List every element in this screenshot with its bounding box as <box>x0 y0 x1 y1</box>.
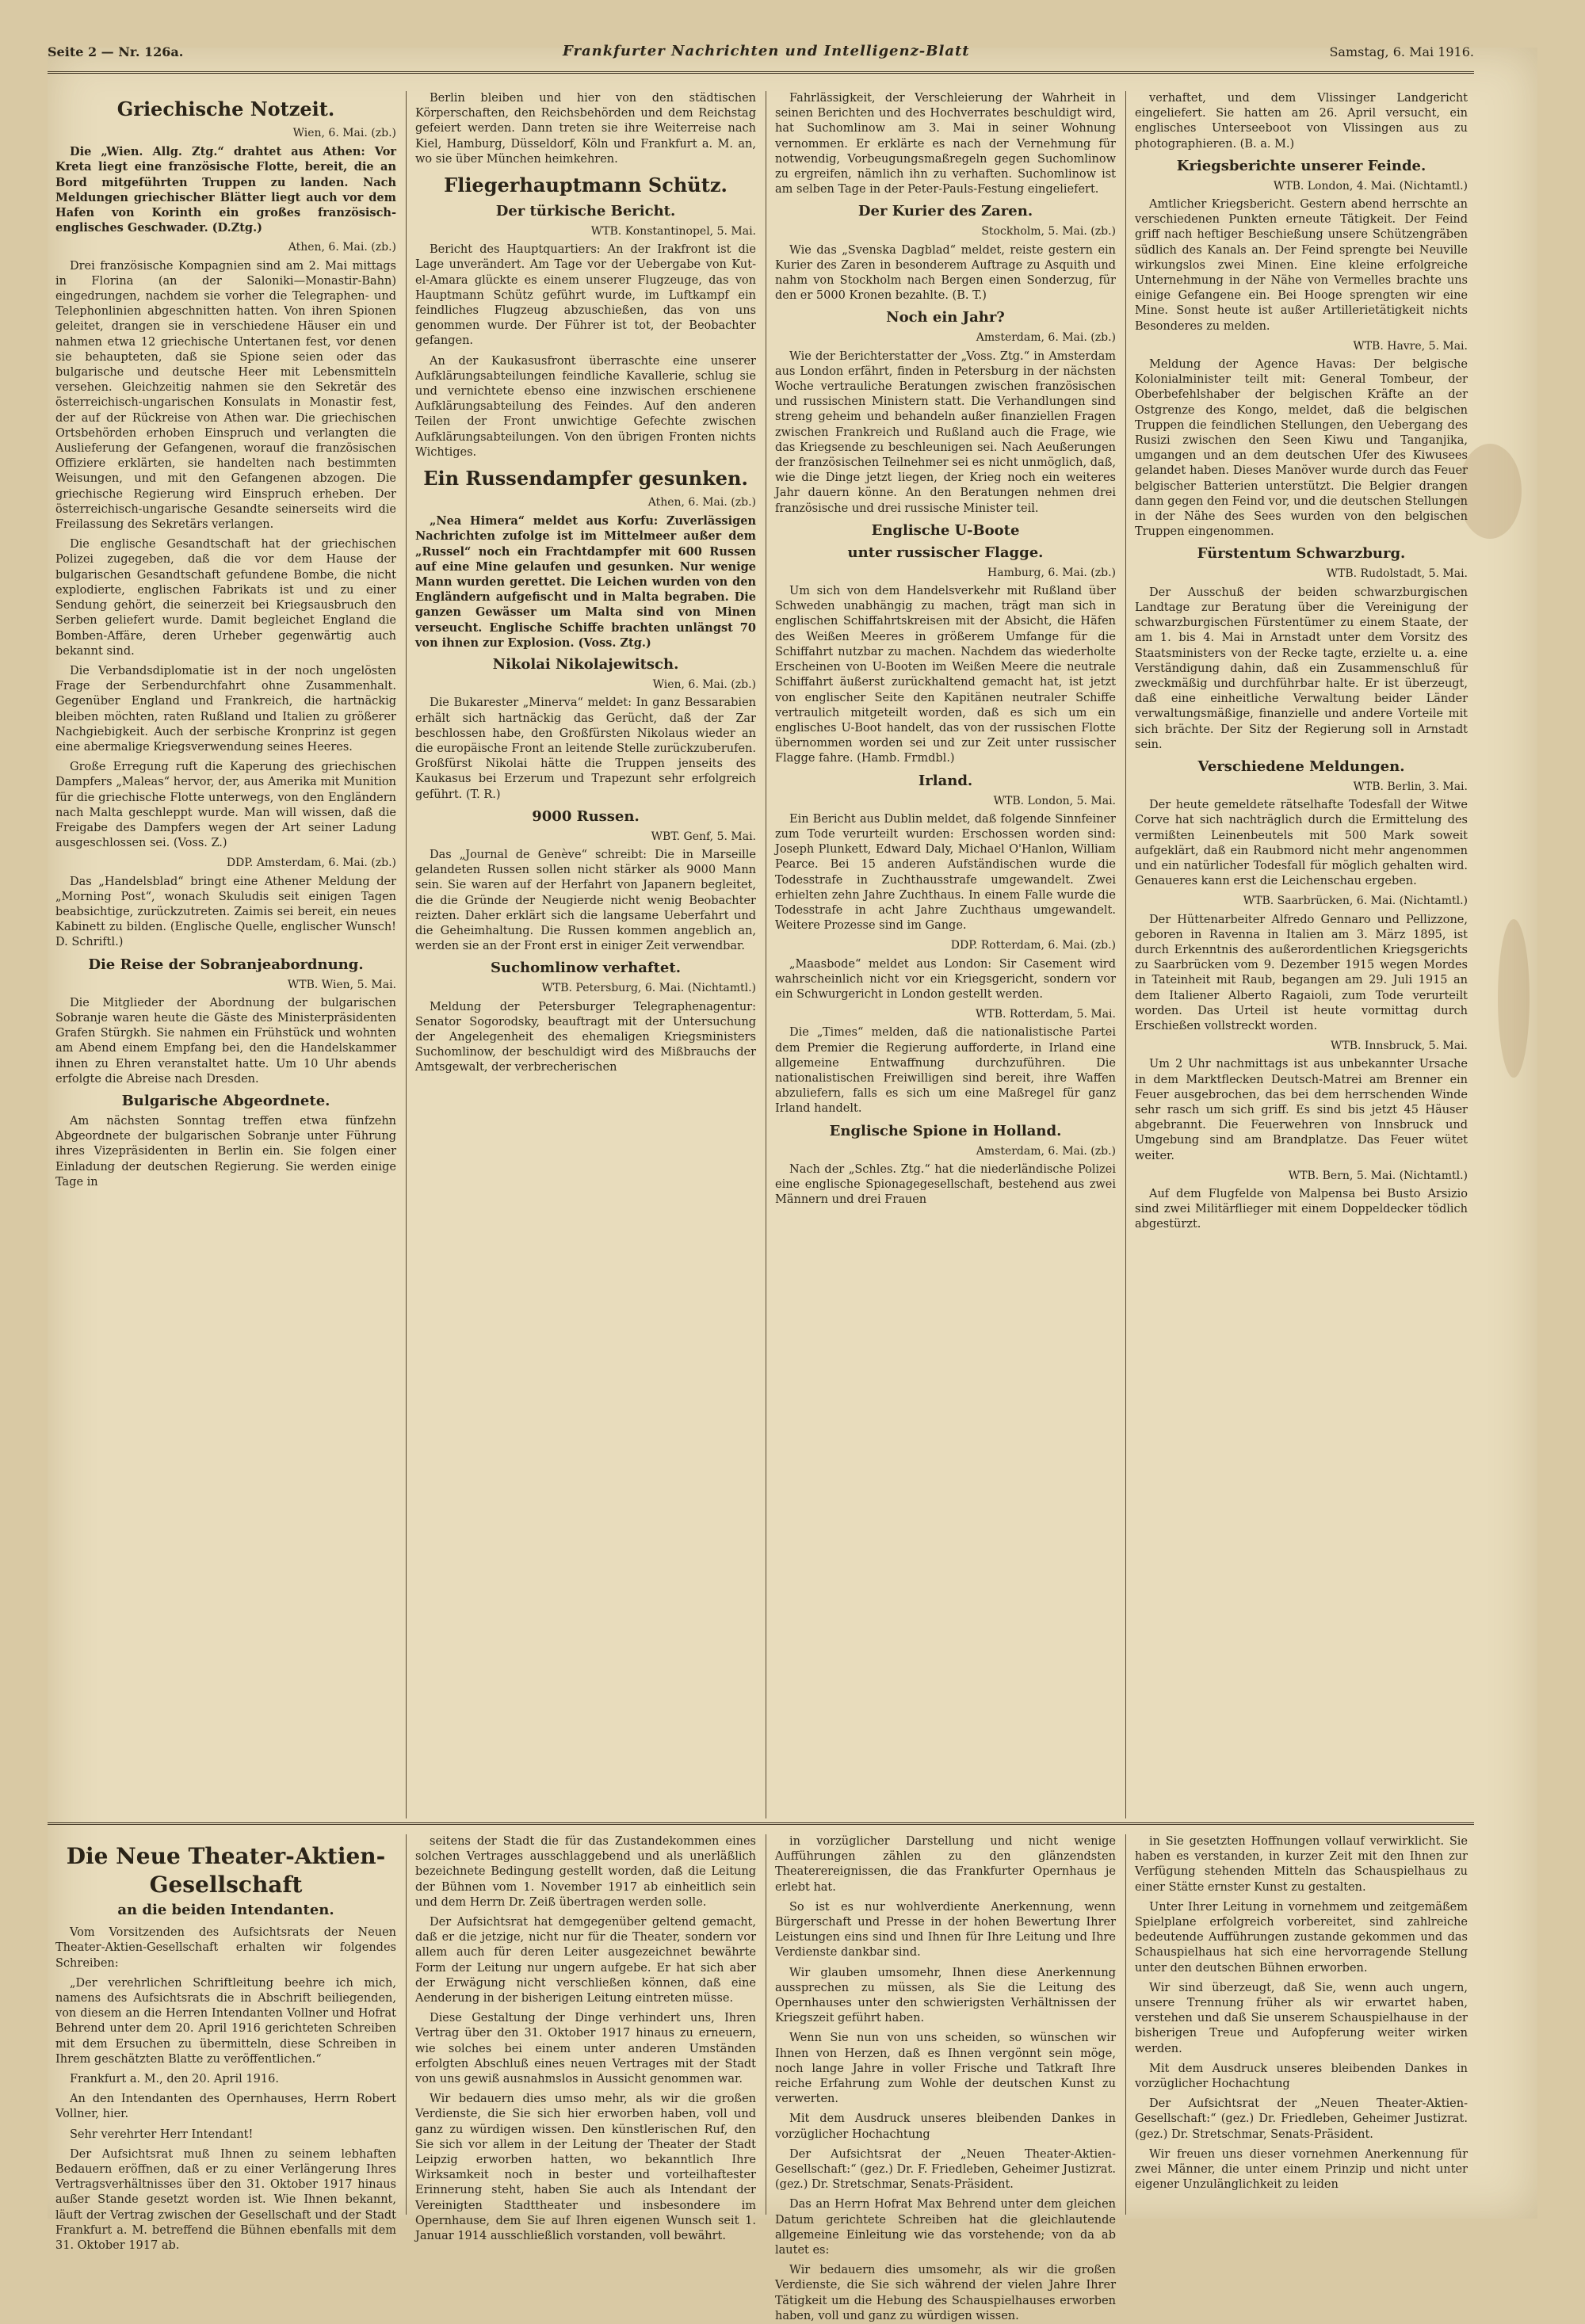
column-2 <box>415 91 756 1818</box>
dateline: DDP. Amsterdam, 6. Mai. (zb.) <box>226 857 396 870</box>
article-text: Um sich von dem Handelsverkehr mit Rußland über Schweden unabhängig zu machen, trägt man sich in englischen Schiffahrtskreisen mit der Absicht, die Häfen des Weißen Meeres in größerem Umfange für die Schiffahrt nutzbar zu machen. Nachdem das wiederholte Erscheinen von U-Booten im Weißen Meere die neutrale Schiffahrt äußerst zurückhaltend gemacht hat, ist jetzt von englischer Seite den Kapitänen neutraler Schiffe vertraulich mitgeteilt worden, daß es sich um ein englisches U-Boot handelt, das von der russischen Flotte übernommen worden sei und zur Zeit unter russischer Flagge fahre. (Hamb. Frmdbl.) <box>775 585 1116 765</box>
article-title: Bulgarische Abgeordnete. <box>121 1092 330 1109</box>
dateline: WTB. Innsbruck, 5. Mai. <box>1331 1040 1468 1053</box>
article-text: Am nächsten Sonntag treffen etwa fünfzehn Abgeordnete der bulgarischen Sobranje unter Führung ihres Vizepräsidenten in Berlin ein. Sie folgen einer Einladung der deutschen Regierung. Sie werden einige Tage in <box>55 1114 396 1189</box>
article-text: An den Intendanten des Opernhauses, Herrn Robert Vollner, hier. <box>55 2093 396 2121</box>
article-text: Auf dem Flugfelde von Malpensa bei Busto Arsizio sind zwei Militärflieger mit einem Doppeldecker tödlich abgestürzt. <box>1135 1188 1468 1231</box>
article-subtitle: unter russischer Flagge. <box>847 544 1044 561</box>
article-text: „Maasbode“ meldet aus London: Sir Casement wird wahrscheinlich nicht vor ein Kriegsgericht, sondern vor ein Schwurgericht in London gestellt werden. <box>775 957 1116 1001</box>
article-text: Die „Times“ melden, daß die nationalistische Partei dem Premier die Regierung aufforderte, in Irland eine allgemeine Entwaffnung durchzuführen. Die nationalistischen Freiwilligen sind bereit, ihre Waffen abzuliefern, falls es sich um eine Maßregel für ganz Irland handelt. <box>775 1026 1116 1116</box>
dateline: WTB. Wien, 5. Mai. <box>287 978 396 991</box>
article-text: in Sie gesetzten Hoffnungen vollauf verwirklicht. Sie haben es verstanden, in kurzer Zeit mit den Ihnen zur Verfügung stehenden Mitteln das Schauspielhaus zu einer Stätte ernster Kunst zu gestalten. <box>1135 1835 1468 1894</box>
dateline: WTB. Petersburg, 6. Mai. (Nichtamtl.) <box>541 982 756 995</box>
article-text: Ein Bericht aus Dublin meldet, daß folgende Sinnfeiner zum Tode verurteilt wurden: Erschossen worden sind: Joseph Plunkett, Edward Daly, Michael O'Hanlon, William Pearce. Bei 15 anderen Aufständischen wurde die Todesstrafe in Zuchthausstrafe umgewandelt. Zwei erhielten zehn Jahre Zuchthaus. In einem Falle wurde die Todesstrafe in acht Jahre Zuchthaus umgewandelt. Weitere Prozesse sind im Gange. <box>775 812 1116 933</box>
article-text: Wir bedauern dies umsomehr, als wir die großen Verdienste, die Sie sich während der vielen Jahre Ihrer Tätigkeit um die Hebung des Schauspielhauses erworben haben, voll und ganz zu würdigen wissen. <box>775 2264 1116 2322</box>
column-divider <box>1125 91 1126 1818</box>
article-text: Wir glauben umsomehr, Ihnen diese Anerkennung aussprechen zu müssen, als Sie die Leitung des Opernhauses unter den schwierigsten Verhältnissen der Kriegszeit geführt haben. <box>775 1966 1116 2025</box>
dateline: Wien, 6. Mai. (zb.) <box>292 127 396 139</box>
article-text: Berlin bleiben und hier von den städtischen Körperschaften, den Reichsbehörden und dem Reichstag gefeiert werden. Dann treten sie ihre Weiterreise nach Kiel, Hamburg, Düsseldorf, Köln und Frankfurt a. M. an, wo sie über München heimkehren. <box>415 92 756 166</box>
lower-column-1 <box>55 1834 396 2253</box>
article-text: Das an Herrn Hofrat Max Behrend unter dem gleichen Datum gerichtete Schreiben hat die gleichlautende allgemeine Einleitung wie das vorstehende; von da ab lautet es: <box>775 2198 1116 2257</box>
dateline: WTB. Konstantinopel, 5. Mai. <box>590 225 756 239</box>
dateline: WTB. Havre, 5. Mai. <box>1353 339 1468 353</box>
article-text: seitens der Stadt die für das Zustandekommen eines solchen Vertrages ausschlaggebend und als unerläßlich bezeichnete Bedingung gestellt worden, daß die Leitung der Bühnen vom 1. November 1917 ab einheitlich sein und dem Herrn Dr. Zeiß übertragen werden solle. <box>415 1835 756 1909</box>
dateline: WTB. Berlin, 3. Mai. <box>1353 780 1468 793</box>
dateline: Amsterdam, 6. Mai. (zb.) <box>976 1144 1116 1158</box>
article-text: Wie das „Svenska Dagblad“ meldet, reiste gestern ein Kurier des Zaren in besonderem Auftrage zu Asquith und nahm von Stockholm nach Bergen einen Sonderzug, für den er 5000 Kronen bezahlte. (B. T.) <box>775 243 1116 303</box>
article-text: Mit dem Ausdruck unseres bleibenden Dankes in vorzüglicher Hochachtung <box>775 2112 1116 2141</box>
paper-stain <box>1458 444 1522 539</box>
article-text: Um 2 Uhr nachmittags ist aus unbekannter Ursache in dem Marktflecken Deutsch-Matrei am Brenner ein Feuer ausgebrochen, das bei dem herrschenden Winde sehr rasch um sich griff. Es sind bis jetzt 45 Häuser abgebrannt. Die Feuerwehren von Innsbruck und Umgebung sind am Brandplatze. Das Feuer wütet weiter. <box>1135 1058 1468 1162</box>
dateline: WTB. Rudolstadt, 5. Mai. <box>1326 567 1468 581</box>
column-1 <box>55 91 396 1818</box>
article-text: „Nea Himera“ meldet aus Korfu: Zuverlässigen Nachrichten zufolge ist im Mittelmeer außer dem „Russel“ noch ein Frachtdampfer mit 600 Russen auf eine Mine gelaufen und gesunken. Nur wenige Mann wurden gerettet. Die Leichen wurden von den Engländern aufgefischt und in Malta begraben. Die ganzen Gewässer um Malta sind von Minen verseucht. Englische Schiffe brachten unlängst 70 von ihnen zur Explosion. (Voss. Ztg.) <box>415 514 756 650</box>
article-title: Noch ein Jahr? <box>886 309 1005 326</box>
article-text: „Der verehrlichen Schriftleitung beehre ich mich, namens des Aufsichtsrats die in Abschrift beiliegenden, von diesem an die Herren Intendanten Vollner und Hofrat Behrend unter dem 20. April 1916 gerichteten Schreiben mit dem Ersuchen zu übermitteln, diese Schreiben in Ihrem geschätzten Blatte zu veröffentlichen.“ <box>55 1976 396 2066</box>
article-text: An der Kaukasusfront überraschte eine unserer Aufklärungsabteilungen feindliche Kavallerie, schlug sie und vernichtete ebenso eine inzwischen erschienene Aufklärungsabteilung des Feindes. Auf den anderen Teilen der Front unwichtige Gefechte zwischen Aufklärungsabteilungen. Von den übrigen Fronten nichts Wichtiges. <box>415 354 756 459</box>
article-title: Fürstentum Schwarzburg. <box>1197 545 1406 563</box>
article-text: Die Verbandsdiplomatie ist in der noch ungelösten Frage der Serbendurchfahrt ohne Zusammenhalt. Gegenüber England und Frankreich, die hartnäckig bleiben möchten, raten Rußland und Italien zu größerer Nachgiebigkeit. Auch der serbische Kronprinz ist gegen eine abermalige Kriegsverwendung seines Heeres. <box>55 664 396 754</box>
article-subtitle: an die beiden Intendanten. <box>117 1902 334 1918</box>
dateline: WBT. Genf, 5. Mai. <box>651 830 756 843</box>
column-divider <box>1125 1834 1126 2215</box>
article-text: Mit dem Ausdruck unseres bleibenden Dankes in vorzüglicher Hochachtung <box>1135 2062 1468 2091</box>
article-text: Der Hüttenarbeiter Alfredo Gennaro und Pellizzone, geboren in Ravenna in Italien am 3. März 1895, ist durch Erkenntnis des außerordentlichen Kriegsgerichts zu Saarbrücken vom 9. Dezember 1915 wegen Mordes in Tateinheit mit Raub, begangen am 29. Juli 1915 an dem Italiener Alberto Ragaioli, zum Tode verurteilt worden. Das Urteil ist heute vormittag durch Erschießen vollstreckt worden. <box>1135 913 1468 1032</box>
article-text: Wenn Sie nun von uns scheiden, so wünschen wir Ihnen von Herzen, daß es Ihnen vergönnt sein möge, noch lange Jahre in voller Frische und Tatkraft Ihre reiche Erfahrung zum Wohle der deutschen Kunst zu verwerten. <box>775 2032 1116 2106</box>
article-title: Englische U-Boote <box>871 521 1020 539</box>
issue-date: Samstag, 6. Mai 1916. <box>1329 44 1474 59</box>
dateline: Amsterdam, 6. Mai. (zb.) <box>976 331 1116 345</box>
paper-stain <box>1498 919 1530 1078</box>
article-text: Frankfurt a. M., den 20. April 1916. <box>70 2073 279 2086</box>
dateline: DDP. Rotterdam, 6. Mai. (zb.) <box>950 939 1116 952</box>
dateline: WTB. Rotterdam, 5. Mai. <box>975 1008 1116 1021</box>
article-title: Englische Spione in Holland. <box>829 1122 1062 1139</box>
article-text: Die Bukarester „Minerva“ meldet: In ganz Bessarabien erhält sich hartnäckig das Gerücht, daß der Zar beschlossen habe, den Großfürsten Nikolaus wieder an die europäische Front an leitende Stelle zurückzuberufen. Großfürst Nikolai hätte die Truppen jenseits des Kaukasus bei Erzerum und Trapezunt sehr erfolgreich geführt. (T. R.) <box>415 696 756 801</box>
article-text: Die „Wien. Allg. Ztg.“ drahtet aus Athen: Vor Kreta liegt eine französische Flotte, bereit, die an Bord mitgeführten Truppen zu landen. Nach Meldungen griechischer Blätter liegt auch vor dem Hafen von Korinth ein großes französisch-englisches Geschwader. (D.Ztg.) <box>55 145 396 235</box>
article-text: Wir sind überzeugt, daß Sie, wenn auch ungern, unsere Trennung früher als wir erwartet haben, verstehen und daß Sie unserem Schauspielhause in der bisherigen Treue und Aufopferung weiter wirken werden. <box>1135 1981 1468 2055</box>
dateline: Athen, 6. Mai. (zb.) <box>647 496 756 509</box>
article-text: Der heute gemeldete rätselhafte Todesfall der Witwe Corve hat sich nachträglich durch die Ermittelung des vermißten Leinenbeutels mit 500 Mark soweit aufgeklärt, daß ein Raubmord nicht mehr angenommen und ein natürlicher Todesfall für möglich gehalten wird. Genaueres kann erst die Leichenschau ergeben. <box>1135 799 1468 888</box>
dateline: Wien, 6. Mai. (zb.) <box>652 678 756 692</box>
article-text: Drei französische Kompagnien sind am 2. Mai mittags in Florina (an der Saloniki—Monastir-Bahn) eingedrungen, nachdem sie vorher die Telegraphen- und Telephonlinien abgeschnitten hatten. Von ihren Spionen geleitet, drangen sie in verschiedene Häuser ein und nahmen etwa 12 griechische Untertanen fest, vor denen sie behaupteten, daß sie Spione seien oder das bulgarische und deutsche Heer mit Lebensmitteln versehen. Gleichzeitig nahmen sie den Sekretär des österreichisch-ungarischen Konsulats in Monastir fest, der auf der Rückreise von Athen war. Die griechischen Ortsbehörden erhoben Einspruch und verlangten die Auslieferung der Gefangenen, worauf die französischen Offiziere erklärten, sie handelten nach bestimmten Weisungen, und mit den Gefangenen abzogen. Die griechische Regierung wird Einspruch erheben. Der österreichisch-ungarische Gesandte seinerseits wird die Freilassung des Sekretärs verlangen. <box>55 259 396 532</box>
article-title: Irland. <box>918 772 973 789</box>
article-text: Diese Gestaltung der Dinge verhindert uns, Ihren Vertrag über den 31. Oktober 1917 hinaus zu erneuern, wie solches bei einem unter anderen Umständen erfolgten Abschluß eines neuen Vertrages mit der Stadt von uns gewiß ausnahmslos in Aussicht genommen war. <box>415 2012 756 2086</box>
article-text: Fahrlässigkeit, der Verschleierung der Wahrheit in seinen Berichten und des Hochverrates beschuldigt wird, hat Suchomlinow am 3. Mai in seiner Wohnung vernommen. Er erklärte es nach der Vernehmung für notwendig, Vorbeugungsmaßregeln gegen Suchomlinow zu ergreifen, nämlich ihn zu verhaften. Suchomlinow ist am selben Tage in der Peter-Pauls-Festung eingeliefert. <box>775 92 1116 197</box>
article-title: Fliegerhauptmann Schütz. <box>444 174 728 197</box>
article-text: Wie der Berichterstatter der „Voss. Ztg.“ in Amsterdam aus London erfährt, finden in Petersburg in der nächsten Woche vertrauliche Beratungen zwischen französischen und russischen Ministern statt. Die Verhandlungen sind streng geheim und behandeln außer finanziellen Fragen zwischen Frankreich und Rußland auch die Frage, wie das Kriegsende zu beschleunigen sei. Nach Aeußerungen der französischen Teilnehmer sei es nicht unmöglich, daß, wie die Dinge jetzt liegen, der Krieg noch ein weiteres Jahr dauern könne. An den Beratungen nehmen drei französische und drei russische Minister teil. <box>775 349 1116 515</box>
article-text: Vom Vorsitzenden des Aufsichtsrats der Neuen Theater-Aktien-Gesellschaft erhalten wir folgendes Schreiben: <box>55 1926 396 1970</box>
lower-column-3 <box>775 1834 1116 2322</box>
article-text: Der Ausschuß der beiden schwarzburgischen Landtage zur Beratung über die Vereinigung der schwarzburgischen Fürstentümer zu einem Staate, der am 1. bis 4. Mai in Arnstadt unter dem Vorsitz des Staatsministers von der Recke tagte, erzielte u. a. eine Verständigung dahin, daß ein Zusammenschluß für zweckmäßig und durchführbar halte. Er ist überzeugt, daß eine einheitliche Verwaltung beider Länder verwaltungsmäßige, finanzielle und andere Vorteile mit sich brächte. Der Sitz der Regierung soll in Arnstadt sein. <box>1135 586 1468 751</box>
article-subtitle: Der türkische Bericht. <box>495 203 676 220</box>
masthead: Frankfurter Nachrichten und Intelligenz-Blatt <box>563 43 970 59</box>
dateline: WTB. London, 4. Mai. (Nichtamtl.) <box>1273 179 1468 193</box>
article-text: So ist es nur wohlverdiente Anerkennung, wenn Bürgerschaft und Presse in der hohen Bewertung Ihrer Leistungen eins sind und Ihnen für Ihre Leitung und Ihre Verdienste dankbar sind. <box>775 1900 1116 1960</box>
dateline: Stockholm, 5. Mai. (zb.) <box>981 225 1116 239</box>
article-text: Der Aufsichtsrat muß Ihnen zu seinem lebhaften Bedauern eröffnen, daß er zu einer Verlängerung Ihres Vertragsverhältnisses über den 31. Oktober 1917 hinaus außer Stande gesetzt worden ist. Wie Ihnen bekannt, läuft der Vertrag zwischen der Gesellschaft und der Stadt Frankfurt a. M. betreffend die Bühnen ebenfalls mit dem 31. Oktober 1917 ab. <box>55 2147 396 2253</box>
article-text: Das „Handelsblad“ bringt eine Athener Meldung der „Morning Post“, wonach Skuludis seit einigen Tagen beabsichtige, zurückzutreten. Zaimis sei bereit, ein neues Kabinett zu bilden. (Englische Quelle, englischer Wunsch! D. Schriftl.) <box>55 875 396 949</box>
article-text: Große Erregung ruft die Kaperung des griechischen Dampfers „Maleas“ hervor, der, aus Amerika mit Munition für die griechische Flotte unterwegs, von den Engländern nach Malta geschleppt wurde. Man will wissen, daß die Freigabe des Dampfers wegen der Art seiner Ladung ausgeschlossen sei. (Voss. Z.) <box>55 761 396 850</box>
article-text: Sehr verehrter Herr Intendant! <box>70 2127 254 2141</box>
article-title: Griechische Notzeit. <box>116 97 335 120</box>
article-text: Bericht des Hauptquartiers: An der Irakfront ist die Lage unverändert. Am Tage vor der Uebergabe von Kut-el-Amara glückte es einem unserer Flugzeuge, das von Hauptmann Schütz geführt wurde, im Luftkampf ein feindliches Flugzeug abzuschießen, das von uns genommen wurde. Der Führer ist tot, der Beobachter gefangen. <box>415 243 756 348</box>
column-4 <box>1135 91 1468 1818</box>
lower-column-2 <box>415 1834 756 2243</box>
lower-column-4 <box>1135 1834 1468 2215</box>
article-text: Die Mitglieder der Abordnung der bulgarischen Sobranje waren heute die Gäste des Ministerpräsidenten Grafen Stürgkh. Sie nahmen ein Frühstück und wohnten am Abend einem Empfang bei, den die Handelskammer ihnen zu Ehren veranstaltet hatte. Um 10 Uhr abends erfolgte die Abreise nach Dresden. <box>55 996 396 1086</box>
article-text: Das „Journal de Genève“ schreibt: Die in Marseille gelandeten Russen sollen nicht stärker als 9000 Mann sein. Sie waren auf der Herfahrt von Japanern begleitet, die die Gründe der Neugierde nicht wenig Beobachter reizten. Daher erklärt sich die langsame Ueberfahrt und die Geheimhaltung. Die Russen kommen angeblich an, werden sie an der Front erst in einiger Zeit verwendbar. <box>415 848 756 953</box>
article-title: Verschiedene Meldungen. <box>1197 757 1405 775</box>
column-3 <box>775 91 1116 1818</box>
article-title: Suchomlinow verhaftet. <box>491 960 681 977</box>
article-title: 9000 Russen. <box>532 807 640 825</box>
column-divider <box>406 1834 407 2215</box>
article-text: in vorzüglicher Darstellung und nicht wenige Aufführungen zählen zu den glänzendsten Theaterereignissen, die das Frankfurter Opernhaus je erlebt hat. <box>775 1835 1116 1894</box>
page-number: Seite 2 — Nr. 126a. <box>48 44 184 59</box>
article-title: Kriegsberichte unserer Feinde. <box>1176 157 1426 174</box>
article-text: Meldung der Petersburger Telegraphenagentur: Senator Sogorodsky, beauftragt mit der Untersuchung der Angelegenheit des ehemaligen Kriegsministers Suchomlinow, der beschuldigt wird des Mißbrauchs der Amtsgewalt, der verbrecherischen <box>415 1000 756 1074</box>
article-text: Der Aufsichtsrat der „Neuen Theater-Aktien-Gesellschaft:“ (gez.) Dr. F. Friedleben, Geheimer Justizrat. (gez.) Dr. Stretschmar, Senats-Präsident. <box>775 2147 1116 2192</box>
article-text: Die englische Gesandtschaft hat der griechischen Polizei zugegeben, daß die vor dem Hause der bulgarischen Gesandtschaft gefundene Bombe, die nicht explodierte, englischen Fabrikats ist und zu einer Sendung gehört, die seinerzeit bei Kriegsausbruch den Serben geliefert wurde. Damit begleichet England die Bomben-Affäre, deren Urheber gegenwärtig auch bekannt sind. <box>55 538 396 658</box>
article-text: verhaftet, und dem Vlissinger Landgericht eingeliefert. Sie hatten am 26. April versucht, ein englisches Unterseeboot von Vlissingen aus zu photographieren. (B. a. M.) <box>1135 92 1468 151</box>
article-title: Ein Russendampfer gesunken. <box>423 467 748 490</box>
page-header <box>48 40 1474 74</box>
article-text: Wir freuen uns dieser vornehmen Anerkennung für zwei Männer, die unter einem Prinzip und nicht unter eigener Unzulänglichkeit zu leiden <box>1135 2147 1468 2192</box>
column-divider <box>406 91 407 1818</box>
article-title: Die Neue Theater-Aktien-Gesellschaft <box>66 1843 386 1898</box>
dateline: Athen, 6. Mai. (zb.) <box>288 241 396 254</box>
article-title: Nikolai Nikolajewitsch. <box>492 656 679 674</box>
article-text: Wir bedauern dies umso mehr, als wir die großen Verdienste, die Sie sich hier erworben haben, voll und ganz zu würdigen wissen. Den künstlerischen Ruf, den Sie sich vor allem in der Leitung der Theater der Stadt Leipzig erworben hatten, wo bekanntlich Ihre Wirksamkeit noch in bester und vorteilhaftester Erinnerung steht, haben Sie auch als Intendant der Vereinigten Stadttheater und insbesondere im Opernhause, dem Sie auf Ihren eigenen Wunsch seit 1. Januar 1914 ausschließlich vorstanden, voll bewährt. <box>415 2093 756 2243</box>
dateline: WTB. Bern, 5. Mai. (Nichtamtl.) <box>1288 1169 1468 1182</box>
article-text: Amtlicher Kriegsbericht. Gestern abend herrschte an verschiedenen Punkten erneute Tätigkeit. Der Feind griff nach heftiger Beschießung unsere Schützengräben südlich des Kanals an. Der Feind sprengte bei Neuville wirkungslos zwei Minen. Eine kleine erfolgreiche Unternehmung in der Nähe von Vermelles brachte uns einige Gefangene ein. Bei Hooge sprengten wir eine Mine. Sonst heute ist außer Artillerietätigkeit nichts Besonderes zu melden. <box>1135 198 1468 333</box>
article-text: Nach der „Schles. Ztg.“ hat die niederländische Polizei eine englische Spionagegesellschaft, bestehend aus zwei Männern und drei Frauen <box>775 1162 1116 1207</box>
article-text: Der Aufsichtsrat hat demgegenüber geltend gemacht, daß er die jetzige, nicht nur für die Theater, sondern vor allem auch für deren Leiter ausgezeichnet bewährte Form der Leitung nur ungern aufgebe. Er hat sich aber der Erwägung nicht verschließen können, daß eine Aenderung in der bisherigen Leitung eintreten müsse. <box>415 1916 756 2005</box>
article-title: Der Kurier des Zaren. <box>857 203 1033 220</box>
section-divider <box>48 1822 1474 1827</box>
article-text: Der Aufsichtsrat der „Neuen Theater-Aktien-Gesellschaft:“ (gez.) Dr. Friedleben, Geheimer Justizrat. (gez.) Dr. Stretschmar, Senats-Präsident. <box>1135 2097 1468 2141</box>
dateline: WTB. London, 5. Mai. <box>993 794 1116 807</box>
article-text: Unter Ihrer Leitung in vornehmem und zeitgemäßem Spielplane erfolgreich vorbereitet, sind zahlreiche bedeutende Aufführungen zustande gekommen und das Schauspielhaus hat sich eine hervorragende Stellung unter den deutschen Bühnen erworben. <box>1135 1900 1468 1975</box>
dateline: WTB. Saarbrücken, 6. Mai. (Nichtamtl.) <box>1243 895 1468 908</box>
article-text: Meldung der Agence Havas: Der belgische Kolonialminister teilt mit: General Tombeur, der Oberbefehlshaber der belgischen Kräfte an der Ostgrenze des Kongo, meldet, daß die belgischen Truppen die feindlichen Stellungen, den Uebergang des Rusizi zwischen den Seen Kiwu und Tanganjika, umgangen und an dem deutschen Ufer des Kiwusees gelandet haben. Dieses Manöver wurde durch das Feuer belgischer Batterien unterstützt. Die Belgier drangen dann gegen den Feind vor, und die deutschen Stellungen in der Nähe des Sees wurden von den belgischen Truppen eingenommen. <box>1135 358 1468 539</box>
dateline: Hamburg, 6. Mai. (zb.) <box>987 566 1116 579</box>
article-title: Die Reise der Sobranjeabordnung. <box>88 956 364 973</box>
